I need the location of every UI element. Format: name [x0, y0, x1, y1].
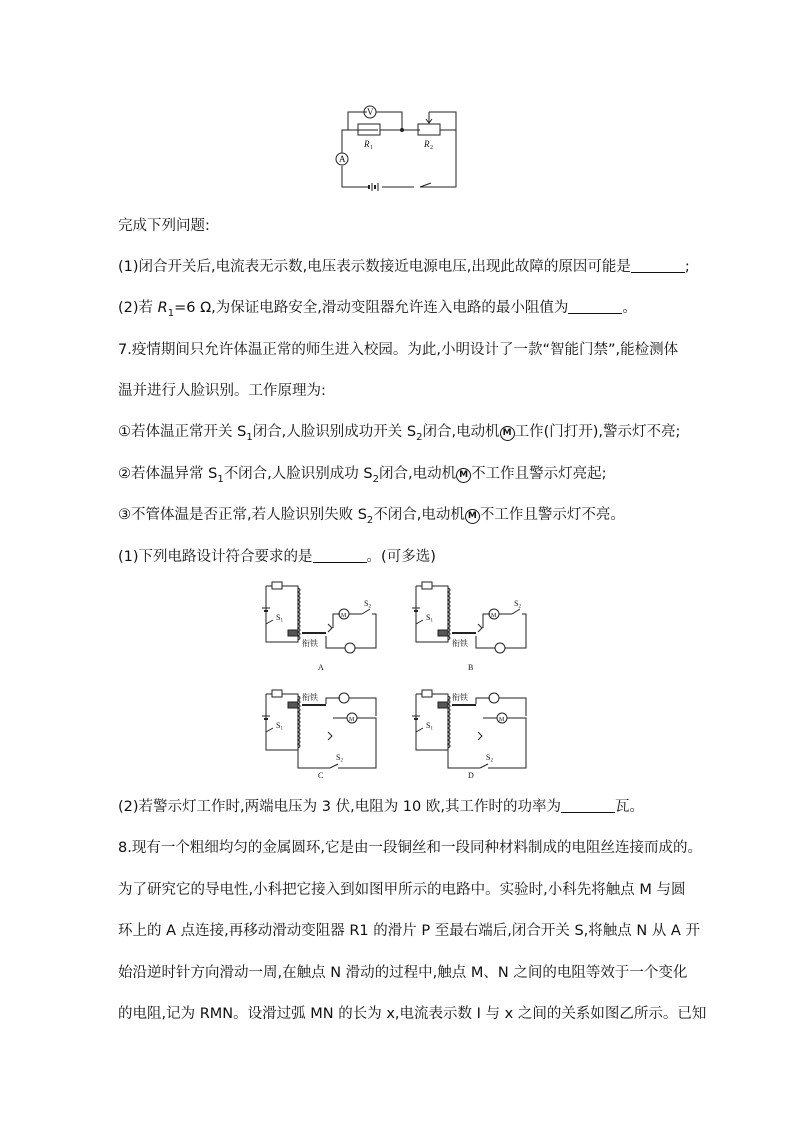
r1-sub: 1 [370, 145, 373, 151]
lamp-symbol [489, 693, 499, 703]
top-circuit-figure [330, 100, 470, 195]
text-line-q8d: 始沿逆时针方向滑动一周,在触点 N 滑动的过程中,触点 M、N 之间的电阻等效于一个变化 [118, 965, 688, 981]
motor-label: M [491, 613, 497, 619]
text-line-1: 完成下列问题: [118, 218, 210, 234]
relay-contact [478, 732, 482, 740]
lamp-symbol [339, 693, 349, 703]
work-wire [505, 614, 526, 648]
work-wire [448, 750, 480, 768]
s2-label: S2 [486, 753, 493, 764]
resistor [422, 582, 432, 589]
work-wire [476, 698, 490, 704]
armature-label: 衔铁 [452, 639, 468, 648]
work-wire [326, 636, 345, 648]
s2-label: S2 [336, 753, 343, 764]
resistor-r2 [418, 124, 440, 135]
armature-iron [438, 702, 448, 708]
answer-blank[interactable] [568, 299, 622, 315]
armature-label: 衔铁 [302, 639, 318, 648]
answer-blank[interactable] [313, 548, 367, 564]
motor-icon: M [465, 509, 480, 524]
circuit-option-b [408, 580, 533, 672]
option-label: B [468, 663, 474, 672]
s1-switch [416, 728, 423, 732]
resistor [422, 690, 432, 697]
text-line-q8b: 为了研究它的导电性,小科把它接入到如图甲所示的电路中。实验时,小科先将触点 M 与圆 [118, 882, 686, 898]
question-1: (1)闭合开关后,电流表无示数,电压表示数接近电源电压,出现此故障的原因可能是 ; [118, 259, 690, 275]
s1-switch [416, 620, 423, 624]
r2-sub: 2 [430, 145, 433, 151]
relay-contact [478, 624, 482, 632]
option-label: D [468, 771, 474, 780]
s1-switch [266, 728, 273, 732]
motor-label: M [349, 717, 355, 723]
work-wire [355, 614, 376, 648]
s1-label: S1 [276, 613, 283, 624]
armature-label: 衔铁 [302, 693, 318, 702]
motor-icon: M [456, 468, 471, 483]
rule-3: ③不管体温是否正常,若人脸识别失败 $S_2$不闭合,电动机 M 不工作且警示灯不亮。 [118, 507, 625, 526]
r2-label: R [424, 139, 430, 149]
circuit-option-d [408, 688, 533, 780]
option-label: C [318, 771, 324, 780]
relay-contact [328, 624, 332, 632]
resistor [272, 582, 282, 589]
question-2: (2)若 $R_1=6$ Ω,为保证电路安全,滑动变阻器允许连入电路的最小阻值为 。 [118, 300, 637, 319]
r1-label: R [364, 139, 370, 149]
motor-icon: M [500, 426, 515, 441]
armature-iron [438, 630, 448, 636]
s1-switch [266, 620, 273, 624]
s1-label: S1 [426, 721, 433, 732]
voltmeter-label: V [367, 107, 374, 117]
circuit-option-a [258, 580, 383, 672]
s2-switch [362, 609, 370, 614]
s1-label: S1 [276, 721, 283, 732]
text-line-q7b: 温并进行人脸识别。工作原理为: [118, 383, 326, 399]
motor-label: M [499, 717, 505, 723]
s2-switch [480, 764, 488, 768]
resistor [272, 690, 282, 697]
text-line-q8c: 环上的 A 点连接,再移动滑动变阻器 R1 的滑片 P 至最右端后,闭合开关 S,将触点 N 从 A 开 [118, 923, 700, 939]
armature-iron [288, 702, 298, 708]
relay-contact [328, 732, 332, 740]
s2-switch [512, 609, 520, 614]
s1-label: S1 [426, 613, 433, 624]
s2-label: S2 [514, 599, 521, 610]
question-7-1: (1)下列电路设计符合要求的是 。(可多选) [118, 549, 436, 565]
work-wire [488, 718, 526, 768]
rule-1: ①若体温正常开关 $S_1$闭合,人脸识别成功开关 $S_2$闭合,电动机 M 工作(门打开),警示灯不亮; [118, 424, 681, 443]
work-wire [298, 750, 330, 768]
armature-iron [288, 630, 298, 636]
ammeter-label: A [339, 154, 346, 164]
work-wire [326, 698, 340, 704]
question-7-2: (2)若警示灯工作时,两端电压为 3 伏,电阻为 10 欧,其工作时的功率为 瓦。 [118, 799, 644, 815]
lamp-symbol [495, 643, 505, 653]
text-line-q7: 7.疫情期间只允许体温正常的师生进入校园。为此,小明设计了一款“智能门禁”,能检测体 [118, 342, 679, 358]
text-line-q8: 8.现有一个粗细均匀的金属圆环,它是由一段铜丝和一段同种材料制成的电阻丝连接而成的。 [118, 840, 702, 856]
s2-switch [330, 764, 338, 768]
circuit-option-c [258, 688, 383, 780]
text-line-q8e: 的电阻,记为 RMN。设滑过弧 MN 的长为 x,电流表示数 I 与 x 之间的关系如图乙所示。已知 [118, 1006, 707, 1022]
answer-blank[interactable] [631, 258, 685, 274]
answer-blank[interactable] [561, 798, 615, 814]
s2-label: S2 [364, 599, 371, 610]
work-wire [476, 636, 495, 648]
work-wire [338, 718, 376, 768]
option-label: A [318, 663, 324, 672]
motor-label: M [341, 613, 347, 619]
switch [420, 183, 431, 187]
rule-2: ②若体温异常 $S_1$不闭合,人脸识别成功 $S_2$闭合,电动机 M 不工作且警示灯亮起; [118, 466, 607, 485]
armature-label: 衔铁 [452, 693, 468, 702]
lamp-symbol [345, 643, 355, 653]
